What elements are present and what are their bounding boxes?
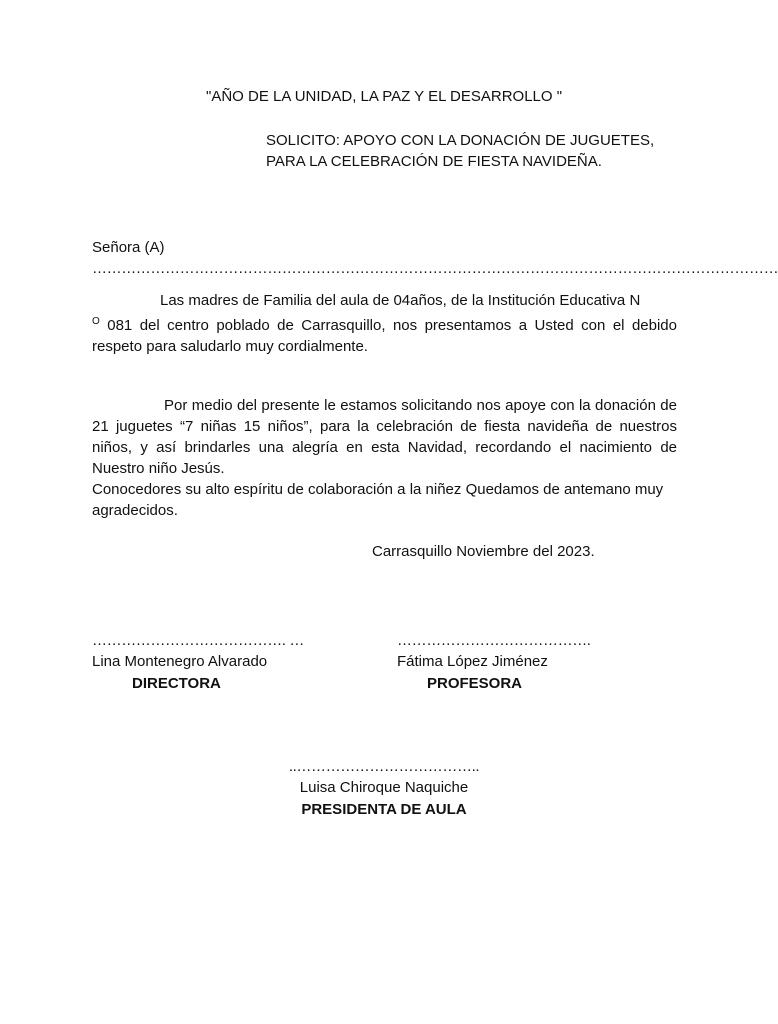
date-line: Carrasquillo Noviembre del 2023.: [372, 543, 595, 560]
signature-line: ..………………………………..: [288, 758, 480, 775]
subject-block: [266, 130, 654, 172]
signer-name: Fátima López Jiménez: [397, 653, 548, 670]
signature-directora: [92, 630, 304, 694]
signature-line: …………………………………. …: [92, 632, 304, 649]
addressee-dotted-line: ……………………………………………………………………………………………………………………………: [92, 260, 778, 277]
salutation: Señora (A): [92, 239, 165, 256]
subject-line-2: PARA LA CELEBRACIÓN DE FIESTA NAVIDEÑA.: [266, 153, 602, 170]
paragraph-introduction: [92, 290, 677, 357]
paragraph-1-superscript: O: [92, 316, 100, 327]
paragraph-3-text: Conocedores su alto espíritu de colaboración a la niñez Quedamos de antemano muy agradecidos.: [92, 481, 664, 519]
paragraph-1-text-a: Las madres de Familia del aula de 04años, de la Institución Educativa N: [160, 292, 641, 309]
subject-line-1: SOLICITO: APOYO CON LA DONACIÓN DE JUGUETES,: [266, 132, 655, 149]
signature-line: ………………………………….: [397, 632, 591, 649]
signer-name: Lina Montenegro Alvarado: [92, 653, 268, 670]
signer-name: Luisa Chiroque Naquiche: [299, 779, 469, 796]
year-motto: "AÑO DE LA UNIDAD, LA PAZ Y EL DESARROLLO ": [206, 88, 563, 105]
paragraph-request: [92, 395, 677, 521]
signature-presidenta: [0, 756, 768, 820]
signer-role: PRESIDENTA DE AULA: [301, 801, 467, 818]
signer-role: PROFESORA: [427, 675, 523, 692]
signature-profesora: [397, 630, 591, 694]
paragraph-2-text: Por medio del presente le estamos solicitando nos apoye con la donación de 21 juguetes “7 niñas 15 niños”, para la celebración de fiesta navideña de nuestros niños, y así brindarles una alegría en esta Navidad, recordando el nacimiento de Nuestro niño Jesús.: [92, 397, 677, 477]
signer-role: DIRECTORA: [132, 675, 221, 692]
paragraph-1-text-b: 081 del centro poblado de Carrasquillo, nos presentamos a Usted con el debido respeto para saludarlo muy cordialmente.: [92, 317, 677, 355]
